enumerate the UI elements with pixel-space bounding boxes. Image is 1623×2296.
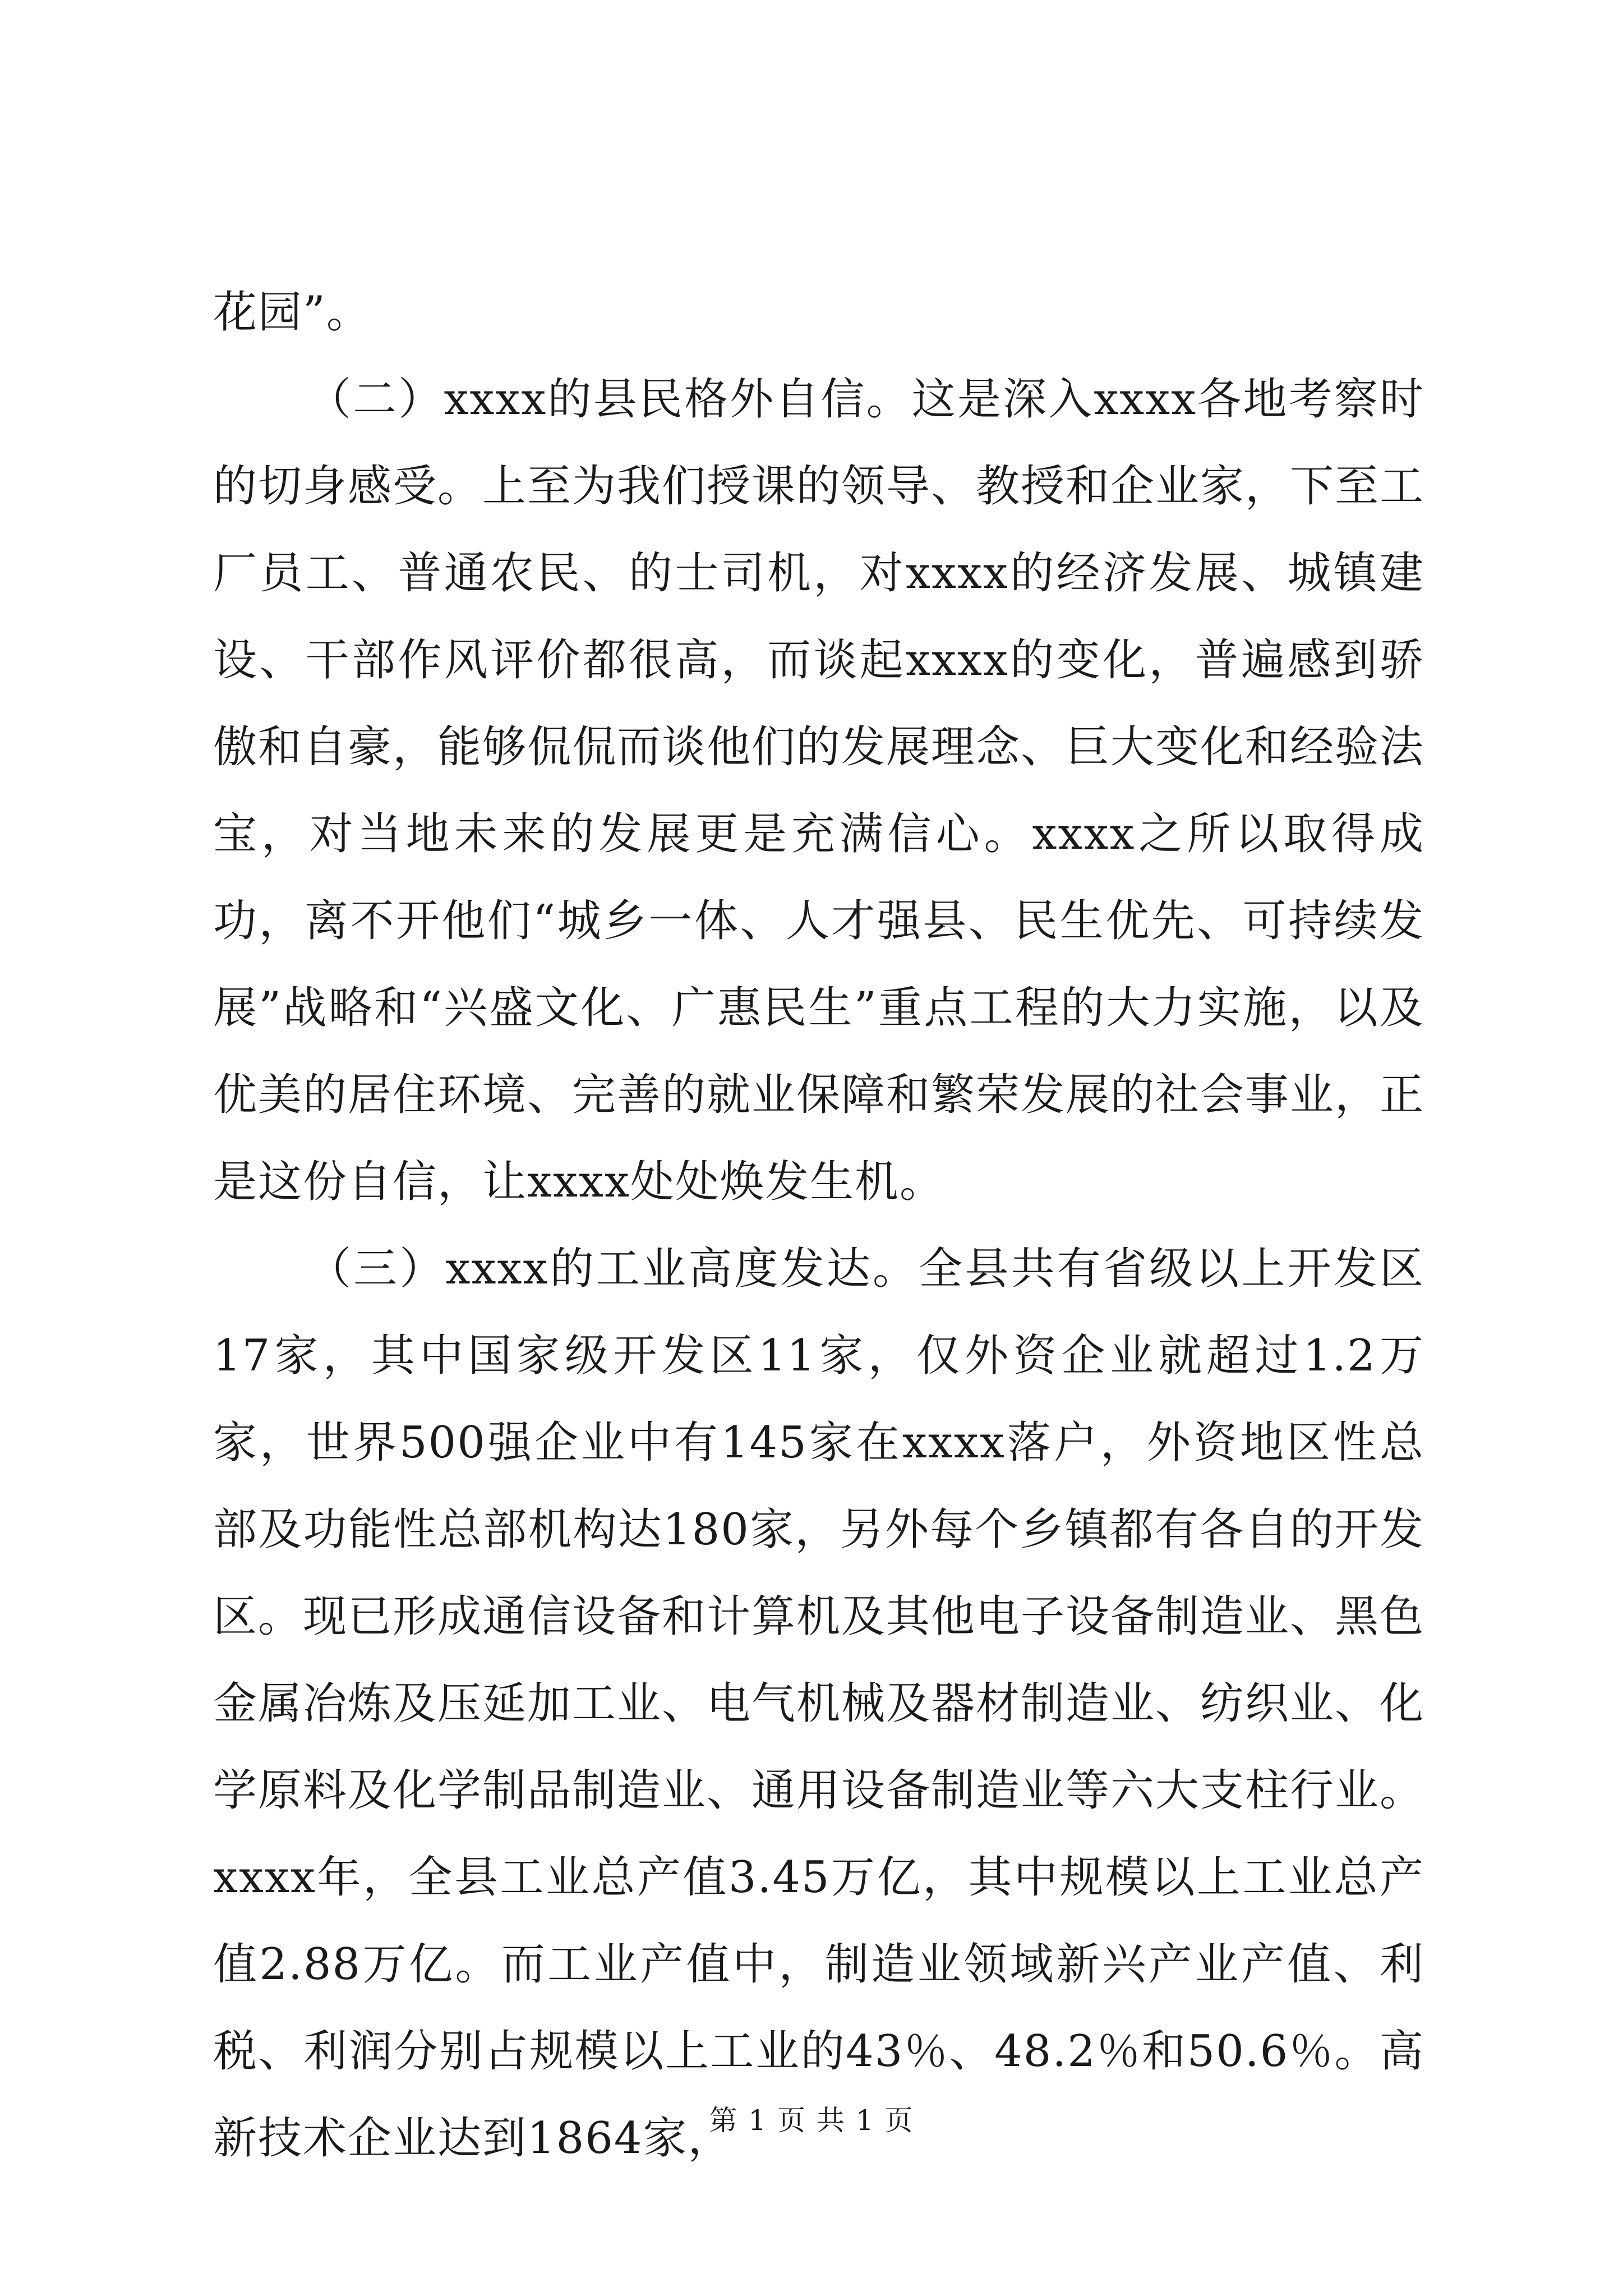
paragraph-continuation: 花园”。 [213, 287, 371, 338]
document-body [213, 269, 1424, 2182]
paragraph-section-2: （二）xxxx的县民格外自信。这是深入xxxx各地考察时的切身感受。上至为我们授课的领导、教授和企业家，下至工厂员工、普通农民、的士司机，对xxxx的经济发展、城镇建设、干部作风评价都很高，而谈起xxxx的变化，普遍感到骄傲和自豪，能够侃侃而谈他们的发展理念、巨大变化和经验法宝，对当地未来的发展更是充满信心。xxxx之所以取得成功，离不开他们“城乡一体、人才强县、民生优先、可持续发展”战略和“兴盛文化、广惠民生”重点工程的大力实施，以及优美的居住环境、完善的就业保障和繁荣发展的社会事业，正是这份自信，让xxxx处处焕发生机。 [213, 374, 1425, 1207]
paragraph-section-3: （三）xxxx的工业高度发达。全县共有省级以上开发区17家，其中国家级开发区11家，仅外资企业就超过1.2万家，世界500强企业中有145家在xxxx落户，外资地区性总部及功能性总部机构达180家，另外每个乡镇都有各自的开发区。现已形成通信设备和计算机及其他电子设备制造业、黑色金属冶炼及压延加工业、电气机械及器材制造业、纺织业、化学原料及化学制品制造业、通用设备制造业等六大支柱行业。xxxx年，全县工业总产值3.45万亿，其中规模以上工业总产值2.88万亿。而工业产值中，制造业领域新兴产业产值、利税、利润分别占规模以上工业的43％、48.2％和50.6％。高新技术企业达到1864家， [213, 1244, 1425, 2164]
page-number-footer: 第 1 页 共 1 页 [709, 2104, 914, 2137]
